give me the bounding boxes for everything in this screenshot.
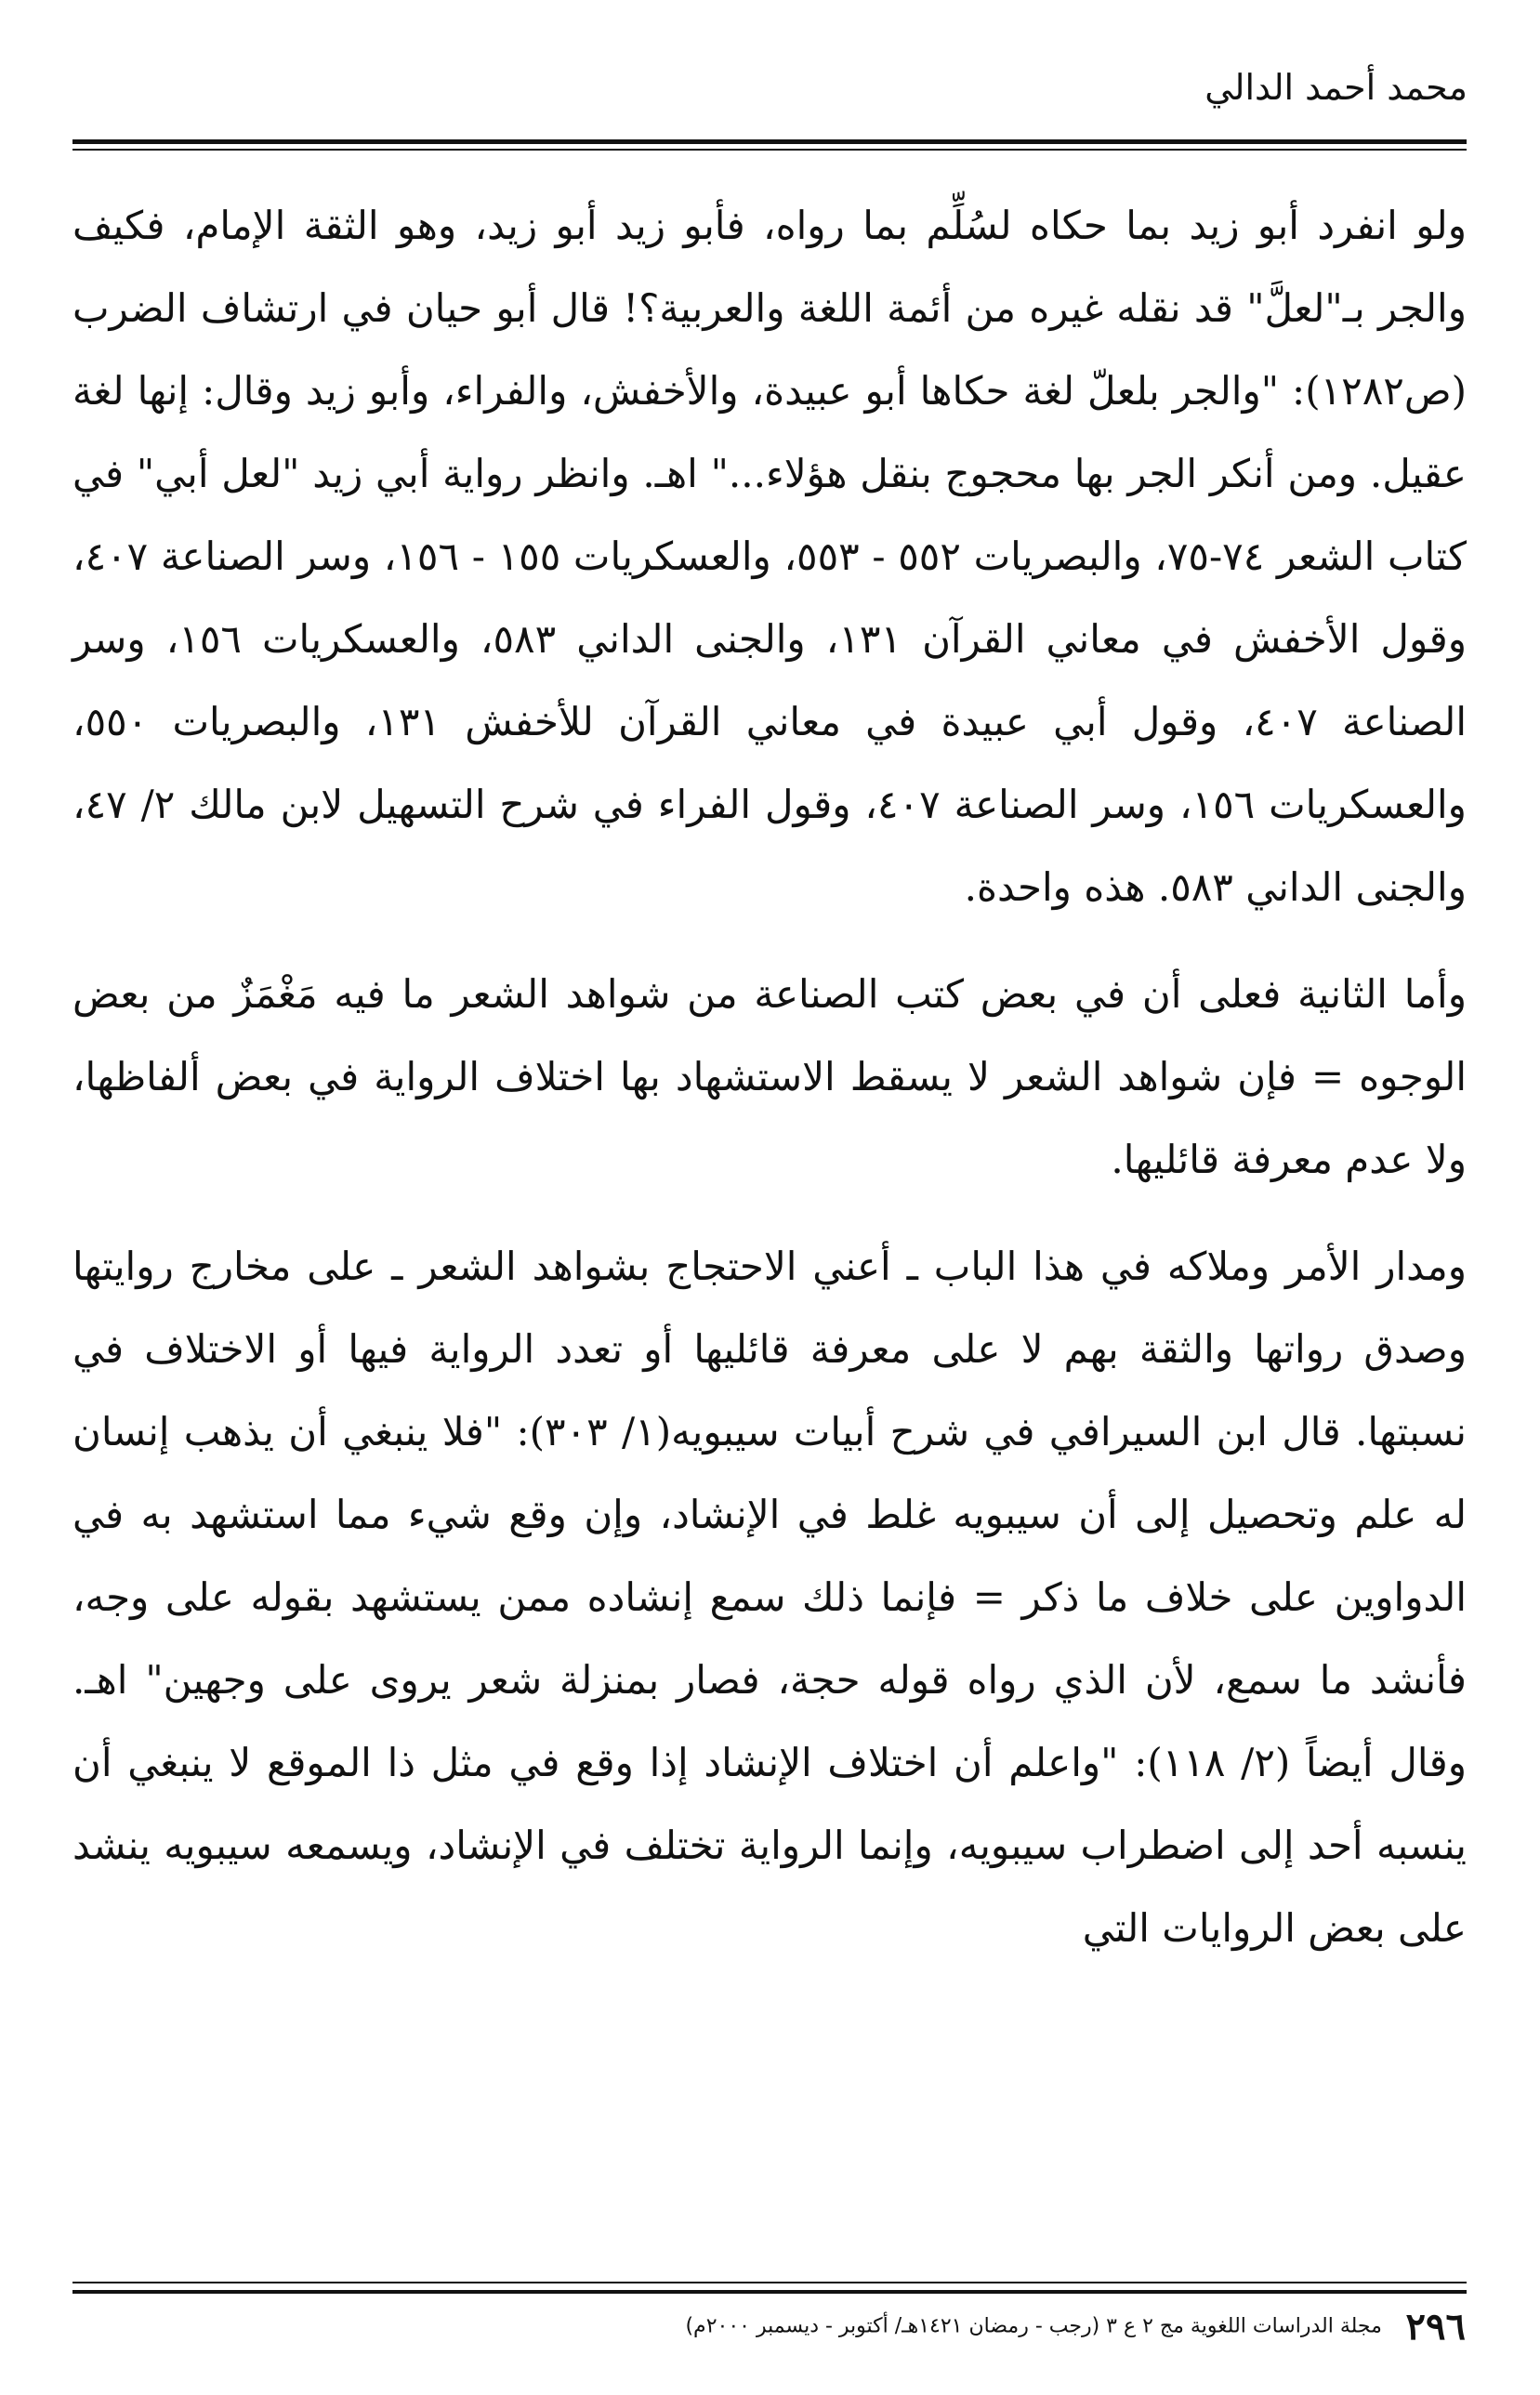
page-footer <box>685 2304 1466 2349</box>
paragraph-gap <box>72 928 1467 953</box>
footer-rule-thick <box>72 2290 1467 2294</box>
page-number: ٢٩٦ <box>1405 2304 1466 2349</box>
paragraph-1: ولو انفرد أبو زيد بما حكاه لسُلِّم بما رواه، فأبو زيد أبو زيد، وهو الثقة الإمام، فكيف والجر بـ"لعلَّ" قد نقله غيره من أئمة اللغة والعربية؟! قال أبو حيان في ارتشاف الضرب (ص١٢٨٢): "والجر بلعلّ لغة حكاها أبو عبيدة، والأخفش، والفراء، وأبو زيد وقال: إنها لغة عقيل. ومن أنكر الجر بها محجوج بنقل هؤلاء..." اهـ. وانظر رواية أبي زيد "لعل أبي" في كتاب الشعر ٧٤-٧٥، والبصريات ٥٥٢ - ٥٥٣، والعسكريات ١٥٥ - ١٥٦، وسر الصناعة ٤٠٧، وقول الأخفش في معاني القرآن ١٣١، والجنى الداني ٥٨٣، والعسكريات ١٥٦، وسر الصناعة ٤٠٧، وقول أبي عبيدة في معاني القرآن للأخفش ١٣١، والبصريات ٥٥٠، والعسكريات ١٥٦، وسر الصناعة ٤٠٧، وقول الفراء في شرح التسهيل لابن مالك ٢/ ٤٧، والجنى الداني ٥٨٣. هذه واحدة. <box>72 203 1467 910</box>
paragraph-3: ومدار الأمر وملاكه في هذا الباب ـ أعني الاحتجاج بشواهد الشعر ـ على مخارج روايتها وصدق رواتها والثقة بهم لا على معرفة قائليها أو تعدد الرواية فيها أو الاختلاف في نسبتها. قال ابن السيرافي في شرح أبيات سيبويه(١/ ٣٠٣): "فلا ينبغي أن يذهب إنسان له علم وتحصيل إلى أن سيبويه غلط في الإنشاد، وإن وقع شيء مما استشهد به في الدواوين على خلاف ما ذكر = فإنما ذلك سمع إنشاده ممن يستشهد بقوله على وجه، فأنشد ما سمع، لأن الذي رواه قوله حجة، فصار بمنزلة شعر يروى على وجهين" اهـ. وقال أيضاً (٢/ ١١٨): "واعلم أن اختلاف الإنشاد إذا وقع في مثل ذا الموقع لا ينبغي أن ينسبه أحد إلى اضطراب سيبويه، وإنما الرواية تختلف في الإنشاد، ويسمعه سيبويه ينشد على بعض الروايات التي <box>72 1244 1467 1951</box>
footer-rule-thin <box>72 2282 1467 2283</box>
running-head-author: محمد أحمد الدالي <box>1204 67 1468 108</box>
header-rule-thin <box>72 149 1467 151</box>
paragraph-2: وأما الثانية فعلى أن في بعض كتب الصناعة من شواهد الشعر ما فيه مَغْمَزٌ من بعض الوجوه = فإن شواهد الشعر لا يسقط الاستشهاد بها اختلاف الرواية في بعض ألفاظها، ولا عدم معرفة قائليها. <box>72 971 1467 1182</box>
journal-citation: مجلة الدراسات اللغوية مج ٢ ع ٣ (رجب - رمضان ١٤٢١هـ/ أكتوبر - ديسمبر ٢٠٠٠م) <box>685 2314 1382 2338</box>
paragraph-gap <box>72 1201 1467 1225</box>
body-text <box>72 184 1467 1969</box>
header-rule-thick <box>72 139 1467 144</box>
